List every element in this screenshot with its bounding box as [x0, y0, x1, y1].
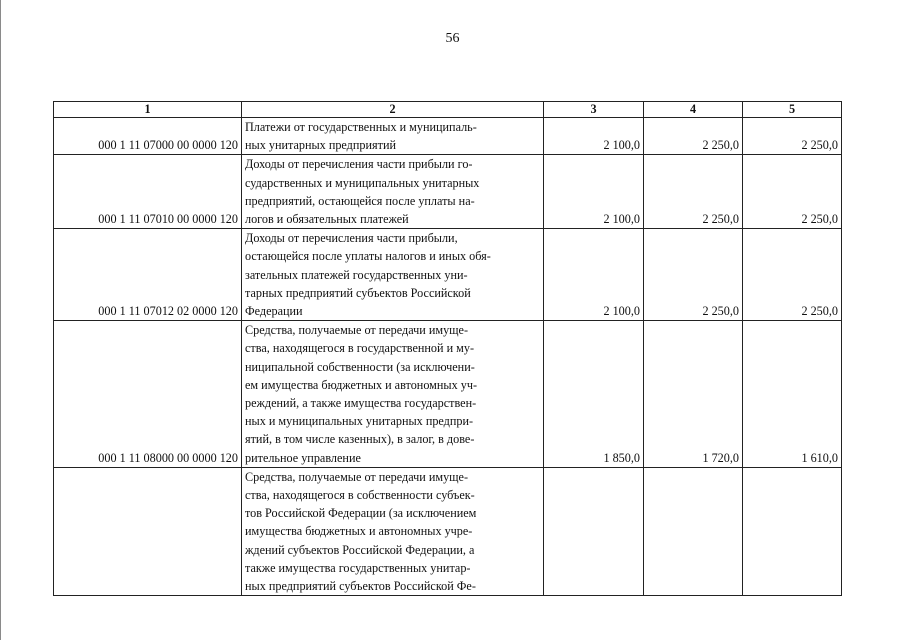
- name-line: тов Российской Федерации (за исключением: [245, 506, 477, 521]
- table-row: [54, 155, 842, 229]
- value-cell-col5: 1 610,0: [743, 321, 842, 468]
- name-line: Средства, получаемые от передачи имуще-: [245, 469, 469, 484]
- column-header: 5: [743, 102, 842, 118]
- name-line: также имущества государственных унитар-: [245, 560, 471, 575]
- table-row: [54, 229, 842, 321]
- column-header: 2: [242, 102, 544, 118]
- name-line: ства, находящегося в собственности субъек-: [245, 488, 475, 503]
- value-cell-col3: [544, 467, 644, 595]
- revenue-name-cell: [242, 467, 544, 595]
- budget-code-cell: 000 1 11 07010 00 0000 120: [54, 155, 242, 229]
- value-cell-col4: 2 250,0: [644, 155, 743, 229]
- name-line: ниципальной собственности (за исключени-: [245, 359, 475, 374]
- name-line: предприятий, остающейся после уплаты на-: [245, 193, 475, 208]
- table-row: [54, 118, 842, 155]
- name-line: Средства, получаемые от передачи имуще-: [245, 323, 469, 338]
- value-cell-col3: 2 100,0: [544, 118, 644, 155]
- column-header: 1: [54, 102, 242, 118]
- name-line: ем имущества бюджетных и автономных уч-: [245, 377, 478, 392]
- table-header-row: [54, 102, 842, 118]
- budget-code-cell: 000 1 11 08000 00 0000 120: [54, 321, 242, 468]
- name-line: ятий, в том числе казенных), в залог, в дове-: [245, 432, 475, 447]
- value-cell-col5: 2 250,0: [743, 229, 842, 321]
- name-line: зательных платежей государственных уни-: [245, 267, 468, 282]
- name-line: Доходы от перечисления части прибыли,: [245, 231, 458, 246]
- table-row: [54, 321, 842, 468]
- value-cell-col5: 2 250,0: [743, 118, 842, 155]
- value-cell-col3: 2 100,0: [544, 229, 644, 321]
- page-number: 56: [445, 31, 460, 46]
- revenue-name-cell: [242, 155, 544, 229]
- name-line: имущества бюджетных и автономных учре-: [245, 524, 473, 539]
- table-row: [54, 467, 842, 595]
- value-cell-col5: 2 250,0: [743, 155, 842, 229]
- budget-code-cell: [54, 467, 242, 595]
- value-cell-col3: 1 850,0: [544, 321, 644, 468]
- name-line: ных и муниципальных унитарных предпри-: [245, 414, 474, 429]
- name-line: Доходы от перечисления части прибыли го-: [245, 157, 473, 172]
- name-line: Федерации: [245, 304, 303, 319]
- name-line: рительное управление: [245, 450, 361, 465]
- value-cell-col4: 2 250,0: [644, 229, 743, 321]
- budget-code-cell: 000 1 11 07012 02 0000 120: [54, 229, 242, 321]
- value-cell-col4: [644, 467, 743, 595]
- column-header: 3: [544, 102, 644, 118]
- revenue-name-cell: [242, 321, 544, 468]
- name-line: сударственных и муниципальных унитарных: [245, 175, 480, 190]
- revenue-table: [53, 101, 842, 596]
- name-line: ждений субъектов Российской Федерации, а: [245, 542, 475, 557]
- name-line: ных унитарных предприятий: [245, 138, 396, 153]
- name-line: реждений, а также имущества государствен-: [245, 396, 477, 411]
- budget-code-cell: 000 1 11 07000 00 0000 120: [54, 118, 242, 155]
- name-line: тарных предприятий субъектов Российской: [245, 285, 471, 300]
- name-line: остающейся после уплаты налогов и иных обя-: [245, 249, 491, 264]
- name-line: логов и обязательных платежей: [245, 212, 409, 227]
- name-line: ства, находящегося в государственной и му-: [245, 341, 475, 356]
- value-cell-col4: 2 250,0: [644, 118, 743, 155]
- revenue-name-cell: [242, 118, 544, 155]
- revenue-name-cell: [242, 229, 544, 321]
- value-cell-col5: [743, 467, 842, 595]
- name-line: Платежи от государственных и муниципаль-: [245, 120, 477, 134]
- value-cell-col4: 1 720,0: [644, 321, 743, 468]
- value-cell-col3: 2 100,0: [544, 155, 644, 229]
- name-line: ных предприятий субъектов Российской Фе-: [245, 579, 476, 594]
- column-header: 4: [644, 102, 743, 118]
- page-edge-line: [0, 0, 1, 640]
